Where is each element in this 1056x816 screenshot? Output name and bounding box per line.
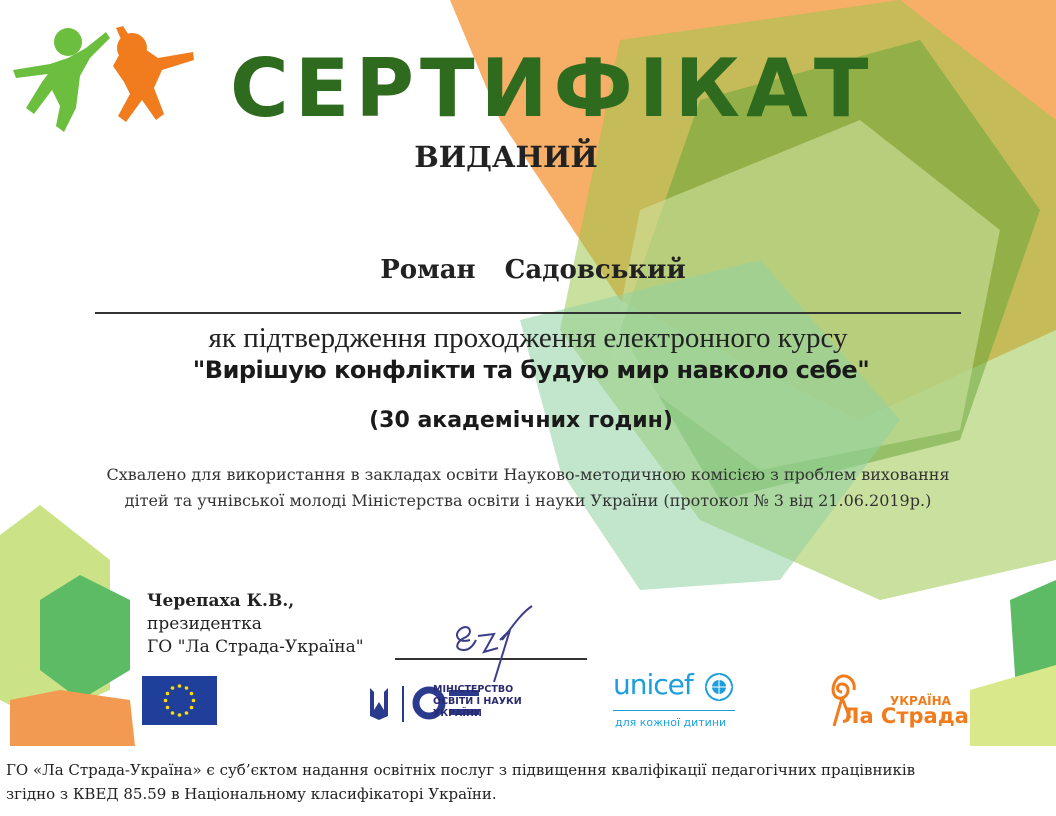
lastrada-country: УКРАЇНА	[890, 694, 951, 708]
ministry-line-2: ОСВІТИ І НАУКИ	[433, 696, 522, 707]
signatory-block	[147, 590, 364, 659]
signatory-name: Черепаха К.В.,	[147, 591, 295, 611]
recipient-name: Роман Садовський	[380, 255, 686, 285]
signatory-position: президентка	[147, 614, 262, 634]
ministry-line-3: УКРАЇНИ	[433, 708, 482, 719]
recipient-underline	[95, 312, 961, 314]
handwritten-signature	[440, 600, 540, 685]
lastrada-wordmark: Ла Страда	[842, 704, 969, 728]
approval-line-2: дітей та учнівської молоді Міністерства освіти і науки України (протокол № 3 від 21.06.2019р.)	[124, 491, 932, 510]
ministry-text	[433, 684, 522, 720]
approval-line-1: Схвалено для використання в закладах освіти Науково-методичною комісією з проблем виховання	[106, 465, 950, 484]
course-title: "Вирішую конфлікти та будую мир навколо себе"	[192, 356, 870, 384]
certificate-title: СЕРТИФІКАТ	[230, 42, 875, 135]
signatory-organization: ГО "Ла Страда-Україна"	[147, 637, 364, 657]
unicef-tagline: для кожної дитини	[615, 716, 727, 729]
footer-note	[6, 758, 1052, 806]
confirmation-text: як підтвердження проходження електронного курсу	[208, 322, 848, 354]
unicef-wordmark: unicef	[613, 668, 693, 701]
footer-line-2: згідно з КВЕД 85.59 в Національному класифікаторі України.	[6, 785, 497, 803]
ministry-line-1: МІНІСТЕРСТВО	[433, 684, 514, 695]
issued-label: ВИДАНИЙ	[414, 140, 598, 174]
unicef-divider	[613, 710, 735, 711]
jumping-children-logo	[8, 18, 198, 143]
eu-flag-icon	[142, 676, 217, 725]
unicef-globe-icon	[704, 672, 734, 702]
course-hours: (30 академічних годин)	[369, 408, 673, 433]
approval-statement	[0, 462, 1056, 514]
footer-line-1: ГО «Ла Страда-Україна» є суб’єктом надання освітніх послуг з підвищення кваліфікації педагогічних працівників	[6, 761, 916, 779]
